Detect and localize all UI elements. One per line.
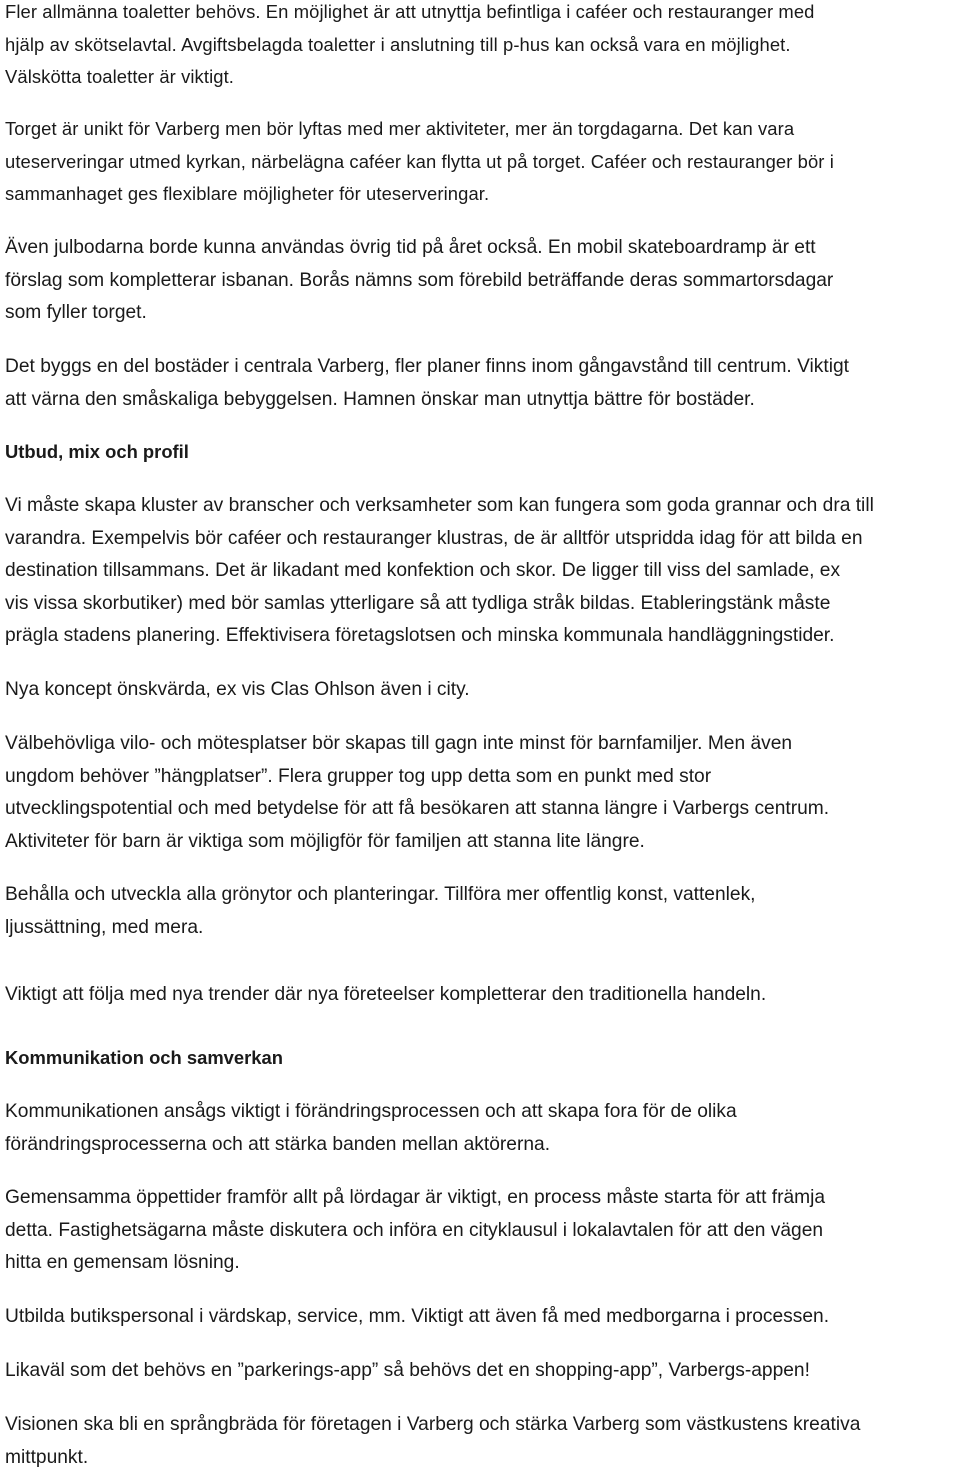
text-line: Välbehövliga vilo- och mötesplatser bör skapas till gagn inte minst för barnfamiljer. Men även — [5, 733, 793, 754]
text-line: mittpunkt. — [5, 1446, 89, 1468]
text-line: Fler allmänna toaletter behövs. En möjlighet är att utnyttja befintliga i caféer och restauranger med — [5, 1, 815, 22]
text-line: Viktigt att följa med nya trender där nya företeelser kompletterar den traditionella handeln. — [5, 984, 767, 1005]
heading-text: Kommunikation och samverkan — [5, 1047, 283, 1068]
text-line: prägla stadens planering. Effektivisera företagslotsen och minska kommunala handläggningstider. — [5, 625, 835, 647]
text-line: Välskötta toaletter är viktigt. — [5, 66, 234, 88]
text-line: vis vissa skorbutiker) med bör samlas ytterligare så att tydliga stråk bildas. Etableringstänk måste — [5, 592, 831, 614]
section-heading-kommunikation — [5, 1042, 283, 1075]
text-line: utvecklingspotential och med betydelse för att få besökaren att stanna längre i Varbergs centrum. — [5, 798, 830, 820]
paragraph-square — [5, 113, 834, 211]
text-line: destination tillsammans. Det är likadant med konfektion och skor. De ligger till viss del samlade, ex — [5, 560, 841, 582]
text-line: detta. Fastighetsägarna måste diskutera och införa en cityklausul i lokalavtalen för att den vägen — [5, 1219, 824, 1241]
paragraph-trends — [5, 979, 766, 1012]
paragraph-new-concepts — [5, 674, 470, 707]
text-line: uteserveringar utmed kyrkan, närbelägna caféer kan flytta ut på torget. Caféer och restauranger bör i — [5, 150, 834, 172]
text-line: sammanhaget ges flexiblare möjligheter för uteserveringar. — [5, 183, 490, 205]
text-line: hjälp av skötselavtal. Avgiftsbelagda toaletter i anslutning till p-hus kan också vara en möjlighet. — [5, 33, 791, 55]
text-line: Likaväl som det behövs en ”parkerings-app” så behövs det en shopping-app”, Varbergs-appen! — [5, 1360, 810, 1381]
section-heading-utbud — [5, 436, 189, 469]
paragraph-green-spaces — [5, 879, 756, 944]
paragraph-apps — [5, 1355, 810, 1388]
text-line: ljussättning, med mera. — [5, 916, 204, 938]
text-line: Vi måste skapa kluster av branscher och verksamheter som kan fungera som goda grannar och dra till — [5, 495, 874, 516]
text-line: Nya koncept önskvärda, ex vis Clas Ohlson även i city. — [5, 679, 470, 700]
text-line: Gemensamma öppettider framför allt på lördagar är viktigt, en process måste starta för att främja — [5, 1187, 826, 1208]
text-line: Utbilda butikspersonal i värdskap, service, mm. Viktigt att även få med medborgarna i processen. — [5, 1306, 830, 1327]
text-line: förändringsprocesserna och att stärka banden mellan aktörerna. — [5, 1133, 551, 1155]
paragraph-opening-hours — [5, 1182, 825, 1280]
text-line: förslag som kompletterar isbanan. Borås nämns som förebild beträffande deras sommartorsdagar — [5, 269, 834, 291]
text-line: ungdom behöver ”hängplatser”. Flera grupper tog upp detta som en punkt med stor — [5, 765, 712, 787]
text-line: Även julbodarna borde kunna användas övrig tid på året också. En mobil skateboardramp är ett — [5, 237, 816, 258]
text-line: Behålla och utveckla alla grönytor och planteringar. Tillföra mer offentlig konst, vattenlek, — [5, 884, 756, 905]
text-line: att värna den småskaliga bebyggelsen. Hamnen önskar man utnyttja bättre för bostäder. — [5, 388, 755, 410]
paragraph-communication — [5, 1096, 737, 1161]
text-line: Aktiviteter för barn är viktiga som möjligför för familjen att stanna lite längre. — [5, 830, 645, 852]
paragraph-meeting-places — [5, 728, 829, 858]
paragraph-staff-training — [5, 1301, 829, 1334]
text-line: Visionen ska bli en språngbräda för företagen i Varberg och stärka Varberg som västkustens kreativa — [5, 1414, 861, 1435]
text-line: Det byggs en del bostäder i centrala Varberg, fler planer finns inom gångavstånd till centrum. Viktigt — [5, 356, 849, 377]
text-line: Torget är unikt för Varberg men bör lyftas med mer aktiviteter, mer än torgdagarna. Det kan vara — [5, 118, 795, 139]
paragraph-toilets — [5, 0, 815, 94]
paragraph-clusters — [5, 490, 874, 653]
text-line: varandra. Exempelvis bör caféer och restauranger klustras, de är alltför utspridda idag för att bilda en — [5, 527, 863, 549]
heading-text: Utbud, mix och profil — [5, 441, 189, 462]
text-line: hitta en gemensam lösning. — [5, 1252, 240, 1274]
paragraph-vision — [5, 1409, 860, 1474]
paragraph-christmas-stalls — [5, 232, 833, 330]
paragraph-housing — [5, 351, 849, 416]
text-line: Kommunikationen ansågs viktigt i förändringsprocessen och att skapa fora för de olika — [5, 1101, 737, 1122]
text-line: som fyller torget. — [5, 302, 147, 324]
